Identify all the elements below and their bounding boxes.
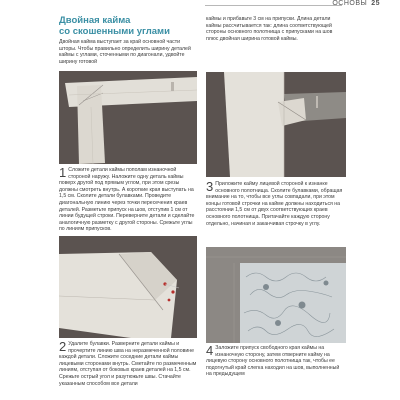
step-2-photo bbox=[59, 236, 197, 338]
step-1-photo bbox=[59, 71, 197, 164]
step-3-text bbox=[206, 181, 344, 227]
running-head bbox=[332, 0, 380, 7]
section-heading bbox=[59, 15, 170, 37]
step-3-photo bbox=[206, 72, 346, 177]
header-rule bbox=[205, 5, 342, 6]
step-1-body: Сложите детали каймы пополам изнаночной стороной наружу. Наложите одну деталь каймы поверх другой под прямым углом, при этом срезы должны смотреть внутрь. А короткие края выступать на 1,5 см. Сколите детали булавками. Проведите диагональную линию через точки пересечения краев деталей. Разметьте припуск на шов, отступив 1 см от линии будущей строки. Переверните детали и сделайте аналогичную разметку с другой стороны. Срежьте углы по линиям припусков. bbox=[59, 167, 195, 233]
step-2-number: 2 bbox=[59, 339, 67, 354]
page-number: 25 bbox=[371, 0, 380, 7]
intro-paragraph: Двойная кайма выступает за край основной части шторы. Чтобы правильно определить ширину деталей каймы с углами, сточенными по диагонали, удвойте ширину готовой bbox=[59, 39, 191, 65]
step-3-body: Приложите кайму лицевой стороной к изнанке основного полотнища. Сколите булавками, обращая внимание на то, чтобы все углы совпадали, при этом концы готовой строчки на кайме должны находиться на расстоянии 1,5 см от двух соответствующих краев основного полотнища. Притачайте каждую сторону отдельно, начиная и заканчивая строчку в углу. bbox=[206, 181, 343, 227]
page-header bbox=[0, 0, 400, 12]
step-4-number: 4 bbox=[206, 343, 214, 358]
step-4-photo bbox=[206, 247, 346, 343]
step-4-body: Заложите припуск свободного края каймы на изнаночную сторону, затем отверните кайму на лицевую сторону основного полотнища так, чтобы ее подогнутый край слегка находил на шов, выполненный на предыдущем bbox=[206, 345, 340, 378]
step-2-text bbox=[59, 341, 197, 387]
section-title: ОСНОВЫ bbox=[332, 0, 368, 7]
heading-line-2: со скошенными углами bbox=[59, 26, 170, 37]
step-1-text bbox=[59, 167, 197, 233]
step-4-text bbox=[206, 345, 344, 378]
continued-paragraph: каймы и прибавьте 3 см на припуски. Длина детали каймы рассчитывается так: длина соответствующей стороны основного полотнища с припусками на шов плюс двойная ширина готовой каймы. bbox=[206, 16, 333, 42]
step-2-body: Удалите булавки. Разверните детали каймы и прочертите линию шва на неразмеченной половине каждой детали. Сложите соседние детали каймы лицевыми сторонами внутрь. Сметайте по размеченным линиям, отступая от боковых краев деталей на 1,5 см. Срежьте острый угол и разутюжьте швы. Стачайте указанным способом все детали bbox=[59, 341, 197, 387]
step-3-number: 3 bbox=[206, 179, 214, 194]
heading-line-1: Двойная кайма bbox=[59, 15, 131, 26]
step-1-number: 1 bbox=[59, 165, 67, 180]
